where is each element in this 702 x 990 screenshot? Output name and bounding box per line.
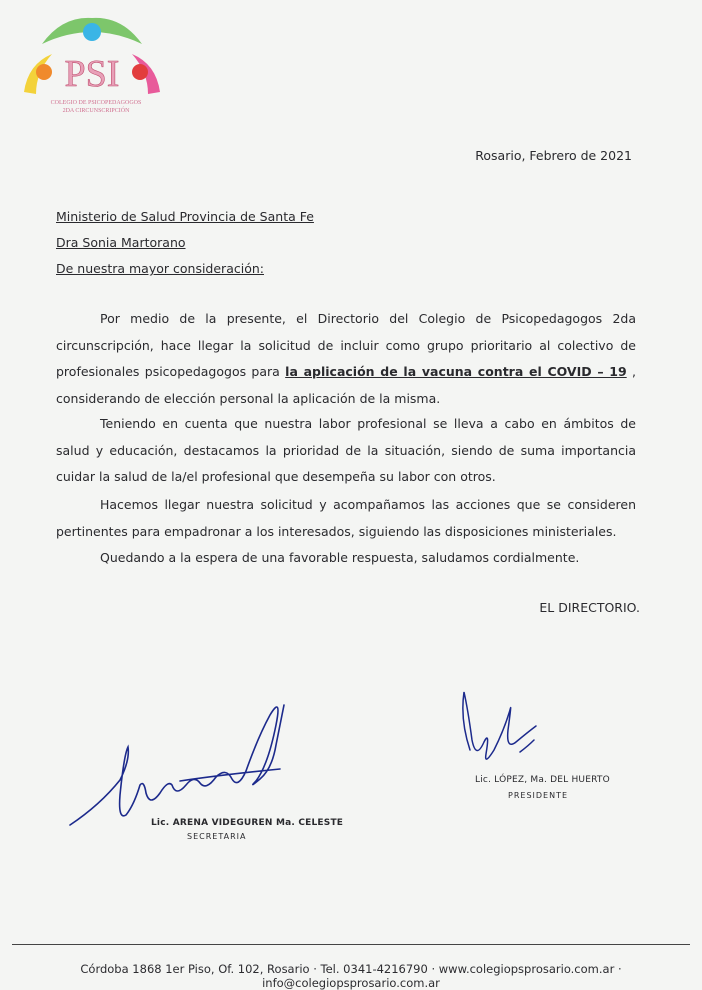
secretary-role: SECRETARIA bbox=[187, 832, 247, 841]
paragraph-2: Teniendo en cuenta que nuestra labor profesional se lleva a cabo en ámbitos de salud y educación, destacamos la prioridad de la situación, siendo de suma importancia cuidar la salud de la/el profesional que desempeña su labor con otros. bbox=[56, 416, 636, 484]
president-role: PRESIDENTE bbox=[508, 791, 569, 800]
college-logo bbox=[22, 14, 162, 124]
president-name: Lic. LÓPEZ, Ma. DEL HUERTO bbox=[475, 775, 610, 785]
logo-graphic bbox=[22, 14, 162, 124]
paragraph-4: Quedando a la espera de una favorable respuesta, saludamos cordialmente. bbox=[100, 550, 580, 565]
logo-text: PSI bbox=[64, 53, 120, 95]
logo-subtitle-1: COLEGIO DE PSICOPEDAGOGOS bbox=[50, 100, 142, 106]
logo-dot-orange bbox=[36, 64, 52, 80]
paragraph-1-text-b: , considerando de elección personal la aplicación de la misma. bbox=[56, 364, 636, 406]
paragraph-1-text-a: Por medio de la presente, el Directorio del Colegio de Psicopedagogos 2da circunscripción, hace llegar la solicitud de incluir como grupo prioritario al colectivo de profesionales psicopedagogos para bbox=[56, 311, 636, 379]
paragraph-3: Hacemos llegar nuestra solicitud y acompañamos las acciones que se consideren pertinentes para empadronar a los interesados, siguiendo las disposiciones ministeriales. bbox=[56, 497, 636, 539]
secretary-name: Lic. ARENA VIDEGUREN Ma. CELESTE bbox=[151, 818, 344, 828]
logo-subtitle-2: 2DA CIRCUNSCRIPCIÓN bbox=[62, 108, 130, 114]
footer-divider bbox=[12, 944, 690, 945]
logo-dot-red bbox=[132, 64, 148, 80]
recipient-person: Dra Sonia Martorano bbox=[56, 235, 186, 250]
recipient-ministry: Ministerio de Salud Provincia de Santa Fe bbox=[56, 209, 314, 224]
closing-directory: EL DIRECTORIO. bbox=[539, 600, 640, 615]
logo-dot-blue bbox=[83, 23, 101, 41]
vaccine-highlight: la aplicación de la vacuna contra el COVID – 19 bbox=[285, 364, 627, 379]
footer-contact: Córdoba 1868 1er Piso, Of. 102, Rosario · Tel. 0341-4216790 · www.colegiopsprosario.com.ar · info@colegiopsprosario.com.ar bbox=[80, 962, 622, 990]
paragraph-1 bbox=[56, 306, 636, 412]
recipient-salutation: De nuestra mayor consideración: bbox=[56, 261, 264, 276]
letter-date: Rosario, Febrero de 2021 bbox=[475, 148, 632, 163]
